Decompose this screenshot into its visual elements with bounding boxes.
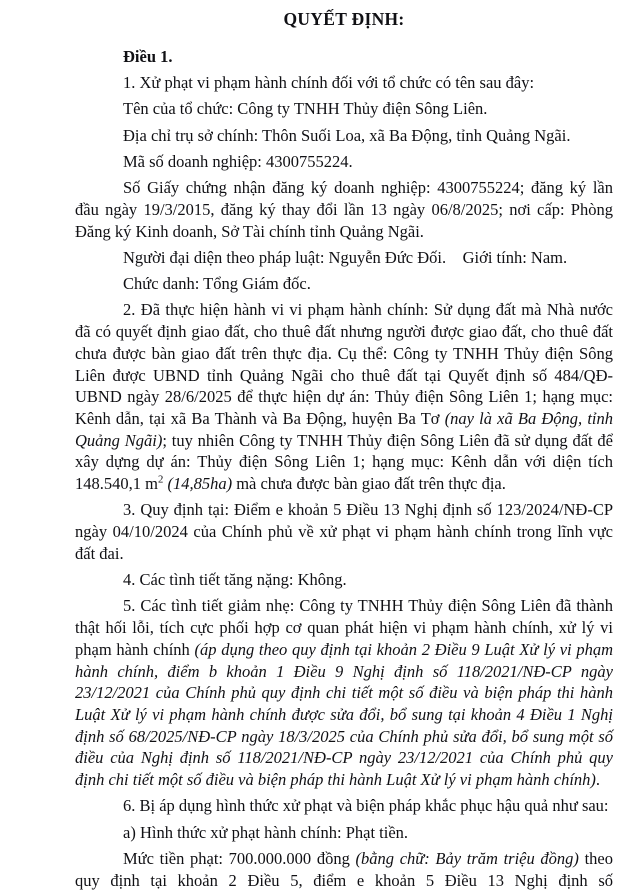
text-run: (áp dụng theo quy định tại khoản 2 Điều 9 Luật Xử lý vi phạm hành chính, điểm b khoản 1 Điều 9 Nghị định số 118/2021/NĐ-CP ngày 23/12/2021 của Chính phủ quy định chi tiết một số điều và biện pháp thi hành Luật Xử lý vi phạm hành chính được sửa đổi, bổ sung tại khoản 4 Điều 1 Nghị định số 68/2025/NĐ-CP ngày 18/3/2025 của Chính phủ sửa đổi, bổ sung một số điều của Nghị định số 118/2021/NĐ-CP ngày 23/12/2021 của Chính phủ quy định chi tiết một số điều và biện pháp thi hành Luật Xử lý vi phạm hành chính) (75, 639, 614, 790)
text-run: . (595, 770, 601, 790)
paragraph (75, 822, 613, 844)
text-run: 5. Các tình tiết giảm nhẹ: Công ty TNHH Thủy điện Sông Liên đã thành thật hối lỗi, tích cực phối hợp cơ quan phát hiện vi phạm hành chính, xử lý vi phạm hành chính (75, 596, 613, 659)
paragraph (75, 848, 613, 891)
paragraph (75, 177, 613, 242)
text-run: 6. Bị áp dụng hình thức xử phạt và biện pháp khắc phục hậu quả như sau: (123, 796, 609, 816)
text-run: 4. Các tình tiết tăng nặng: Không. (123, 570, 347, 590)
text-run: Địa chỉ trụ sở chính: Thôn Suối Loa, xã Ba Động, tỉnh Quảng Ngãi. (123, 125, 571, 145)
text-run: Số Giấy chứng nhận đăng ký doanh nghiệp: 4300755224; đăng ký lần đầu ngày 19/3/2015, đăng ký thay đổi lần 13 ngày 06/8/2025; nơi cấp: Phòng Đăng ký Kinh doanh, Sở Tài chính tỉnh Quảng Ngãi. (75, 178, 613, 241)
document-title: QUYẾT ĐỊNH: (283, 9, 405, 29)
text-run: a) Hình thức xử phạt hành chính: Phạt tiền. (123, 822, 409, 842)
text-run: Điều 1. (123, 46, 173, 66)
paragraph (75, 98, 613, 120)
text-run: (bằng chữ: Bảy trăm triệu đồng) (355, 848, 579, 868)
paragraph (75, 595, 613, 790)
text-run: 2. Đã thực hiện hành vi vi phạm hành chính: Sử dụng đất mà Nhà nước đã có quyết định giao đất, cho thuê đất nhưng người được giao đất, cho thuê đất chưa được bàn giao đất trên thực địa. Cụ thể: Công ty TNHH Thủy điện Sông Liên được UBND tỉnh Quảng Ngãi cho thuê đất tại Quyết định số 484/QĐ-UBND ngày 28/6/2025 để thực hiện dự án: Thủy điện Sông Liên 1; hạng mục: Kênh dẫn, tại xã Ba Thành và Ba Động, huyện Ba Tơ (75, 300, 613, 428)
text-run: (14,85ha) (167, 474, 233, 494)
text-run: (nay là xã Ba Động, tỉnh Quảng Ngãi) (75, 409, 613, 450)
paragraph (75, 151, 613, 173)
paragraph (75, 569, 613, 591)
text-run: Mã số doanh nghiệp: 4300755224. (123, 151, 353, 171)
document-body (75, 46, 613, 891)
text-run: Tên của tổ chức: Công ty TNHH Thủy điện Sông Liên. (123, 99, 488, 119)
text-run: ; tuy nhiên Công ty TNHH Thủy điện Sông Liên đã sử dụng đất để xây dựng dự án: Thủy điện Sông Liên 1; hạng mục: Kênh dẫn với diện tích 148.540,1 m (75, 430, 614, 494)
text-run: 3. Quy định tại: Điểm e khoản 5 Điều 13 Nghị định số 123/2024/NĐ-CP ngày 04/10/2024 của Chính phủ về xử phạt vi phạm hành chính trong lĩnh vực đất đai. (75, 500, 613, 563)
paragraph (75, 273, 613, 295)
paragraph (75, 299, 613, 494)
paragraph (75, 499, 613, 564)
text-run: Người đại diện theo pháp luật: Nguyễn Đức Đối. Giới tính: Nam. (123, 247, 568, 267)
paragraph (75, 795, 613, 817)
text-run: 2 (157, 473, 164, 486)
text-run: theo quy định tại khoản 2 Điều 5, điểm e khoản 5 Điều 13 Nghị định số (75, 848, 613, 890)
section-heading (75, 46, 613, 68)
text-run: Mức tiền phạt: 700.000.000 đồng (123, 848, 356, 868)
text-run: 1. Xử phạt vi phạm hành chính đối với tổ chức có tên sau đây: (123, 73, 535, 92)
paragraph (75, 125, 613, 147)
paragraph (75, 72, 613, 94)
text-run: mà chưa được bàn giao đất trên thực địa. (232, 474, 506, 494)
paragraph (75, 247, 613, 269)
text-run: Chức danh: Tổng Giám đốc. (123, 274, 311, 294)
